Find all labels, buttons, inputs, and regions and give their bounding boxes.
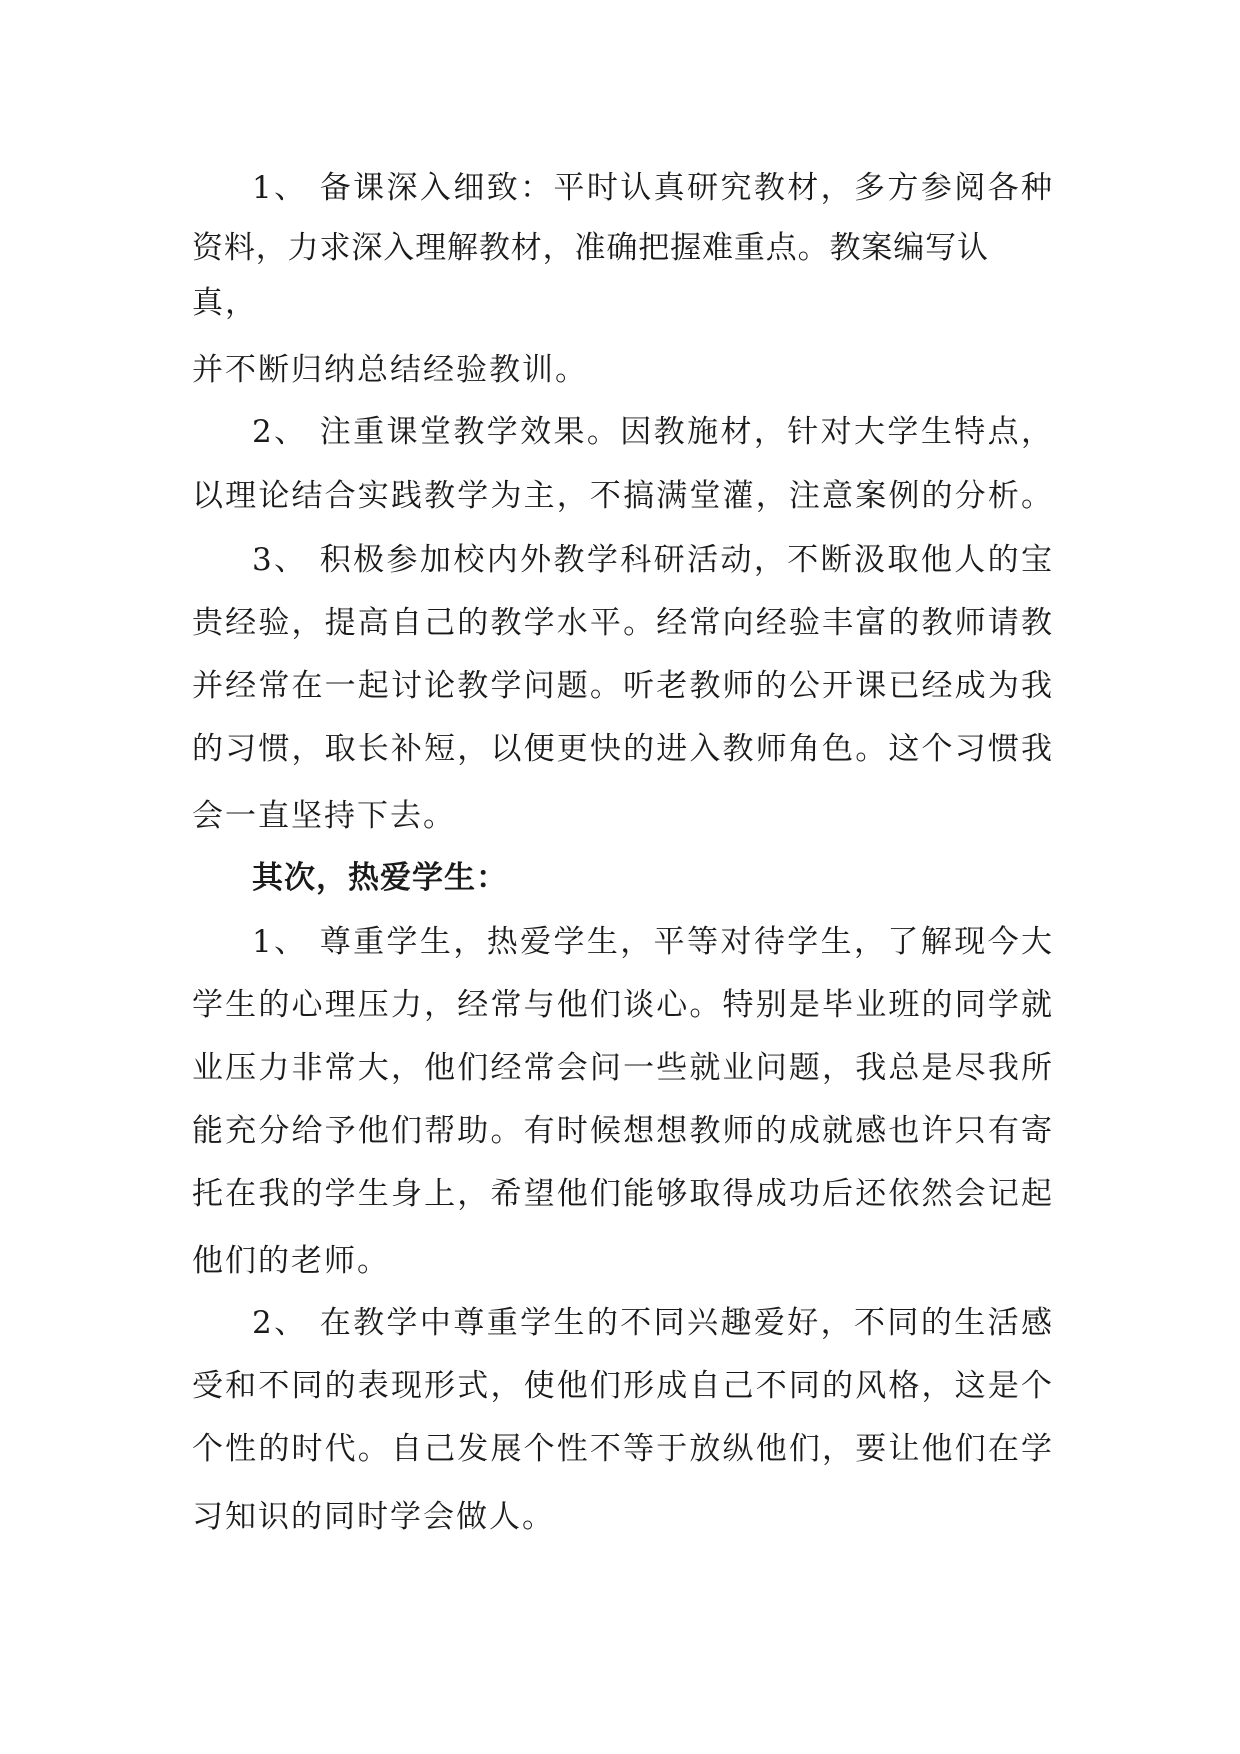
text-line: 2、 注重课堂教学效果。因教施材，针对大学生特点， <box>252 414 1052 450</box>
section-heading: 其次，热爱学生： <box>252 860 508 896</box>
text-line: 以理论结合实践教学为主，不搞满堂灌，注意案例的分析。 <box>192 478 1052 514</box>
text-line: 他们的老师。 <box>192 1243 390 1279</box>
text-line: 能充分给予他们帮助。有时候想想教师的成就感也许只有寄 <box>192 1113 1052 1149</box>
text-line: 会一直坚持下去。 <box>192 798 456 834</box>
text-line: 并经常在一起讨论教学问题。听老教师的公开课已经成为我 <box>192 668 1052 704</box>
text-line: 受和不同的表现形式，使他们形成自己不同的风格，这是个 <box>192 1368 1052 1404</box>
text-line: 1、 尊重学生，热爱学生，平等对待学生，了解现今大 <box>252 924 1052 960</box>
text-line: 真， <box>192 285 258 321</box>
text-line: 习知识的同时学会做人。 <box>192 1499 555 1535</box>
text-line: 并不断归纳总结经验教训。 <box>192 352 588 388</box>
text-line: 贵经验，提高自己的教学水平。经常向经验丰富的教师请教 <box>192 605 1052 641</box>
text-line: 业压力非常大，他们经常会问一些就业问题，我总是尽我所 <box>192 1050 1052 1086</box>
text-line: 2、 在教学中尊重学生的不同兴趣爱好，不同的生活感 <box>252 1305 1052 1341</box>
text-line: 3、 积极参加校内外教学科研活动，不断汲取他人的宝 <box>252 542 1052 578</box>
text-line: 个性的时代。自己发展个性不等于放纵他们，要让他们在学 <box>192 1431 1052 1467</box>
text-line: 的习惯，取长补短，以便更快的进入教师角色。这个习惯我 <box>192 731 1052 767</box>
text-line: 1、 备课深入细致：平时认真研究教材，多方参阅各种 <box>252 170 1052 206</box>
text-line: 资料，力求深入理解教材，准确把握难重点。教案编写认 <box>192 230 988 266</box>
text-line: 学生的心理压力，经常与他们谈心。特别是毕业班的同学就 <box>192 987 1052 1023</box>
text-line: 托在我的学生身上，希望他们能够取得成功后还依然会记起 <box>192 1176 1052 1212</box>
